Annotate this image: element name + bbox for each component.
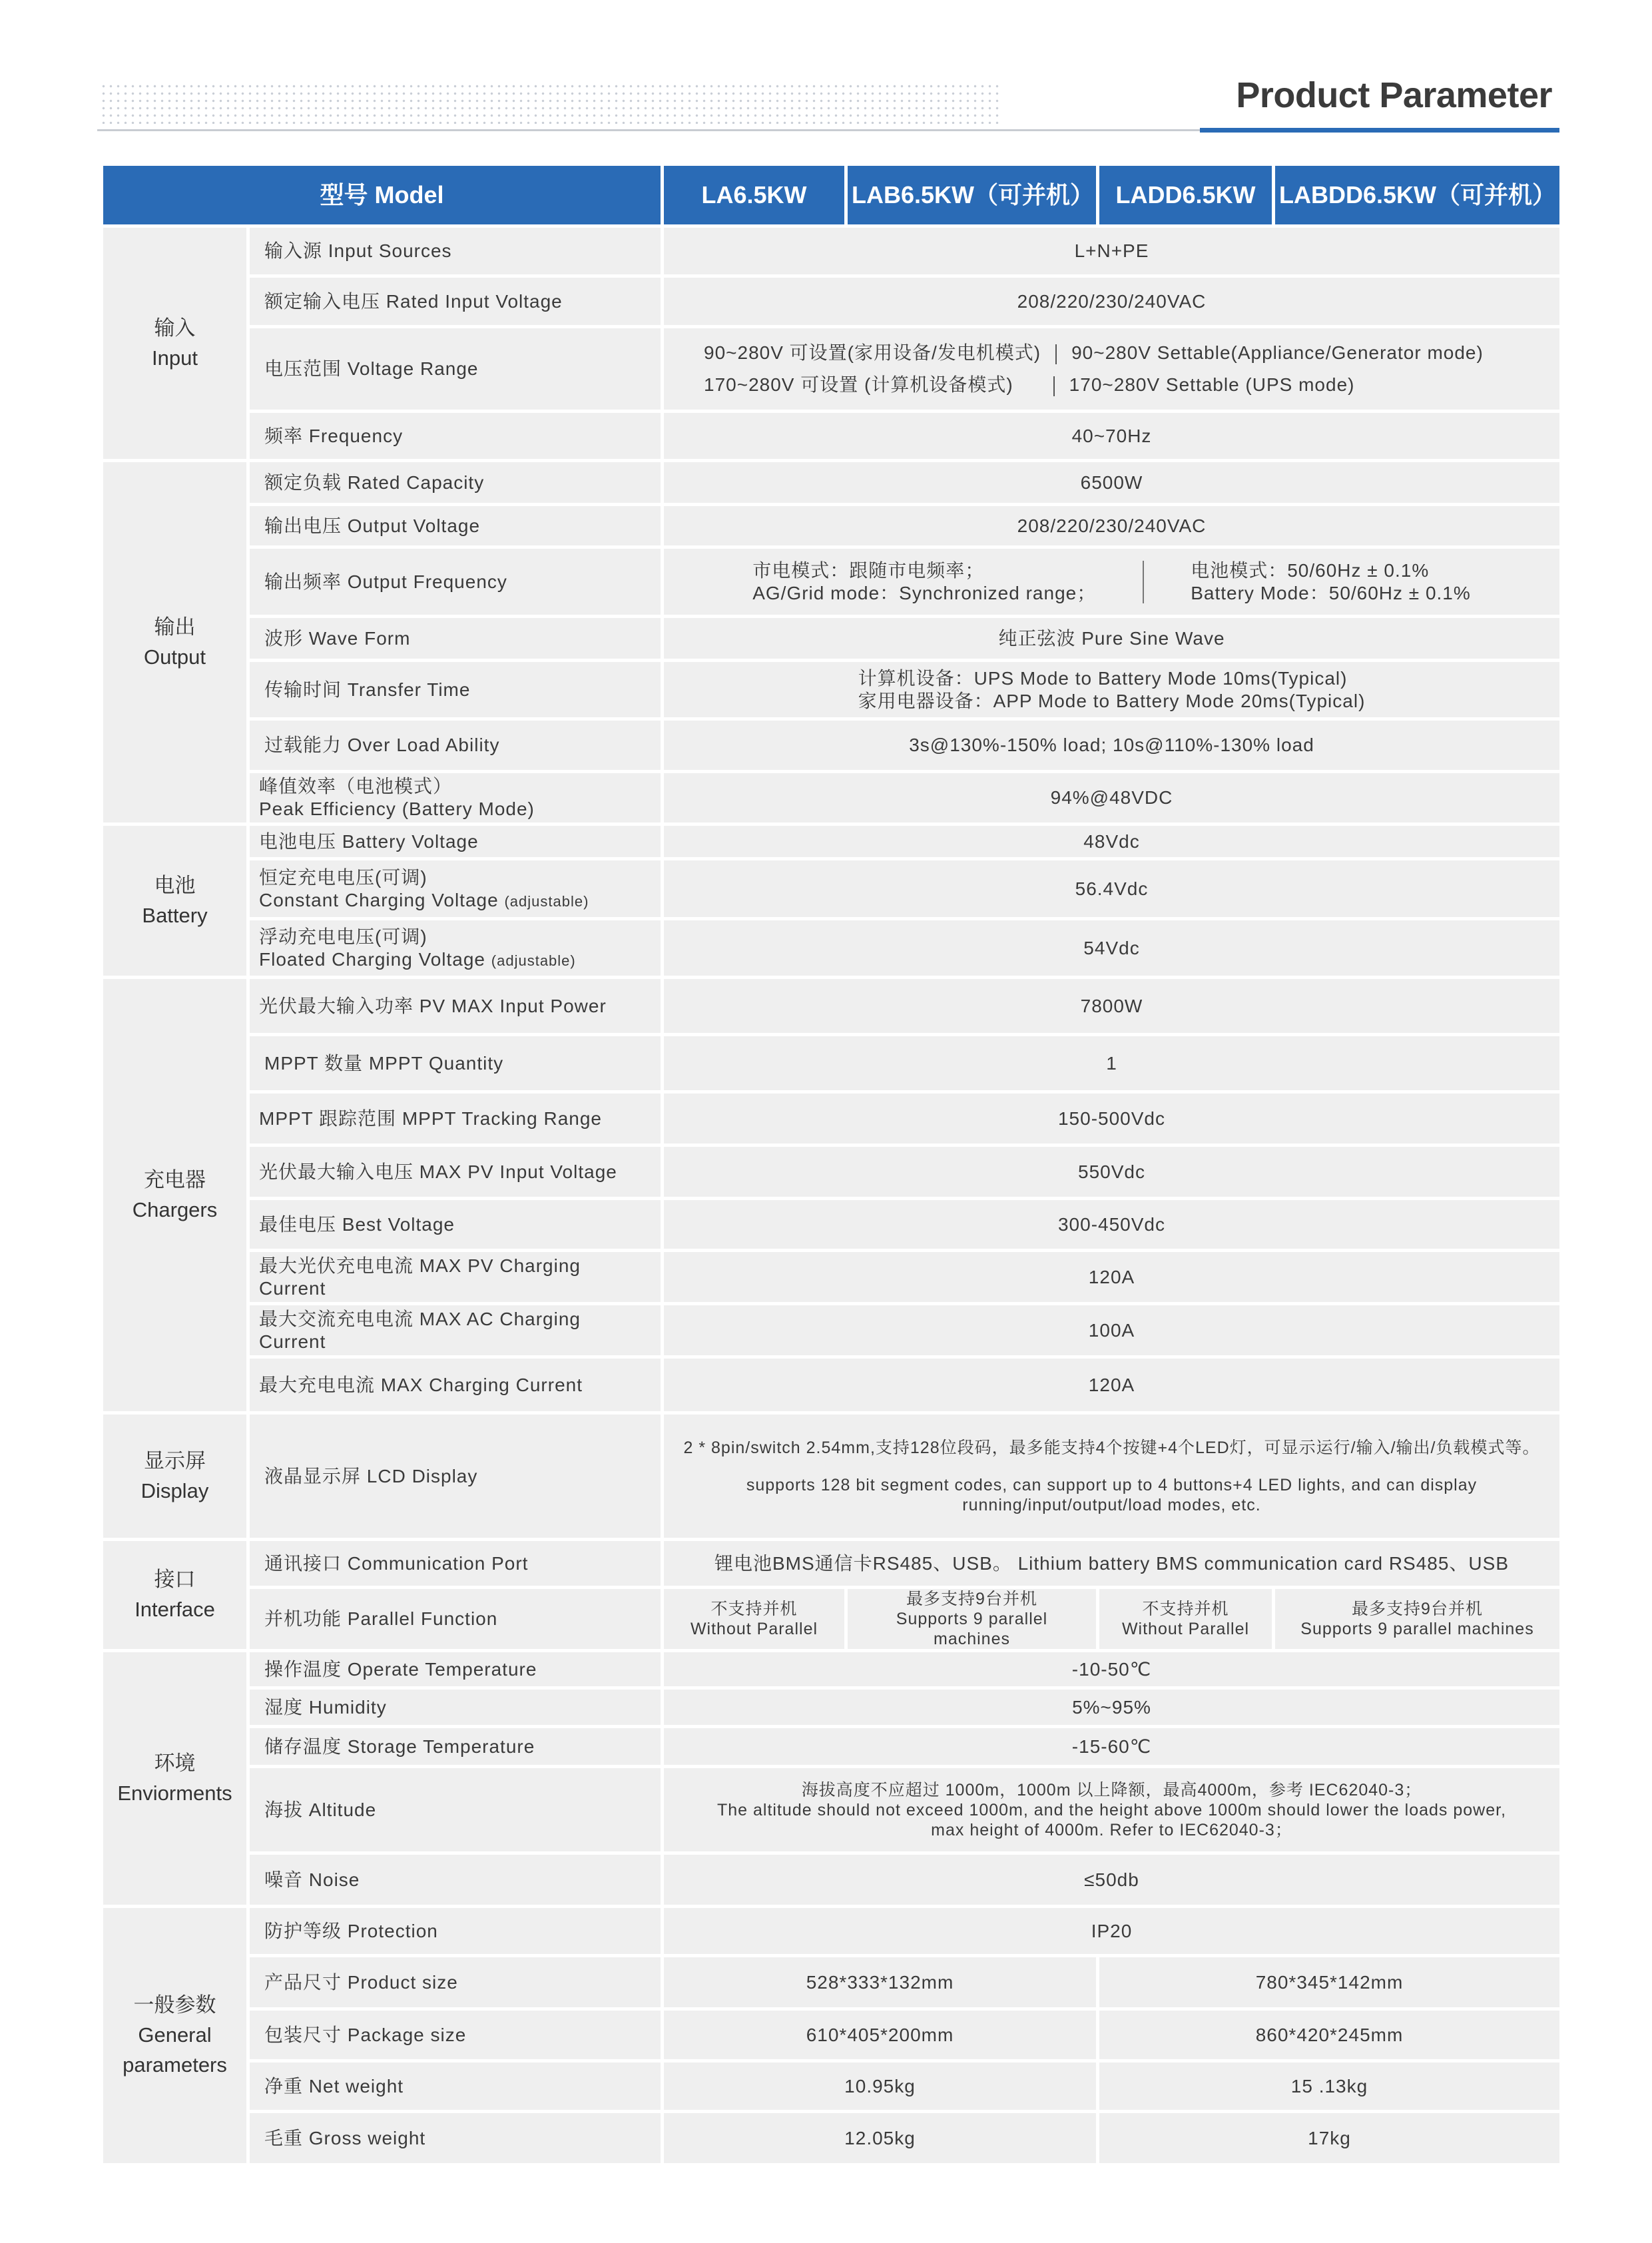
row-value: 2 * 8pin/switch 2.54mm,支持128位段码，最多能支持4个按键+4个LED灯，可显示运行/输入/输出/负载模式等。 supports 128 bit segment codes, can support up to 4 buttons+4 LED lights, and can display running/input/output/load modes, etc. [663, 1413, 1561, 1540]
page-title: Product Parameter [1236, 75, 1552, 115]
table-row [102, 461, 1561, 505]
header-labdd65kw: LABDD6.5KW（可并机） [1274, 164, 1561, 226]
row-label: 产品尺寸 Product size [248, 1956, 663, 2009]
header-accent-bar [1200, 128, 1559, 133]
row-value: IP20 [663, 1907, 1561, 1956]
table-row [102, 1853, 1561, 1907]
row-value-large-models: 780*345*142mm [1098, 1956, 1561, 2009]
row-value: 208/220/230/240VAC [663, 276, 1561, 327]
parallel-la: 不支持并机 Without Parallel [663, 1588, 846, 1651]
row-label: 光伏最大输入功率 PV MAX Input Power [248, 978, 663, 1035]
row-label: 液晶显示屏 LCD Display [248, 1413, 663, 1540]
table-row [102, 547, 1561, 617]
row-value: 550Vdc [663, 1145, 1561, 1199]
table-row [102, 327, 1561, 412]
row-label: 毛重 Gross weight [248, 2112, 663, 2165]
row-label: MPPT 跟踪范围 MPPT Tracking Range [248, 1092, 663, 1145]
spec-table [100, 162, 1563, 2166]
row-value: 54Vdc [663, 919, 1561, 978]
category-input: 输入 Input [102, 226, 248, 461]
row-label: 光伏最大输入电压 MAX PV Input Voltage [248, 1145, 663, 1199]
table-row [102, 276, 1561, 327]
row-label: 海拔 Altitude [248, 1767, 663, 1853]
row-value: 300-450Vdc [663, 1199, 1561, 1251]
table-row [102, 1304, 1561, 1357]
row-value: 94%@48VDC [663, 772, 1561, 824]
row-value: 150-500Vdc [663, 1092, 1561, 1145]
table-row [102, 226, 1561, 276]
row-label: 输入源 Input Sources [248, 226, 663, 276]
row-value: 1 [663, 1035, 1561, 1092]
table-row [102, 617, 1561, 661]
row-value: 90~280V 可设置(家用设备/发电机模式) 90~280V Settable(Appliance/Generator mode) 170~280V 可设置 (计算机设备模式) 170~280V Settable (UPS mode) [663, 327, 1561, 412]
table-row [102, 772, 1561, 824]
table-row [102, 1540, 1561, 1588]
row-value: 120A [663, 1251, 1561, 1304]
row-value: 纯正弦波 Pure Sine Wave [663, 617, 1561, 661]
table-row [102, 661, 1561, 719]
table-row [102, 1767, 1561, 1853]
row-label: 最佳电压 Best Voltage [248, 1199, 663, 1251]
table-row [102, 1199, 1561, 1251]
row-label: 湿度 Humidity [248, 1688, 663, 1727]
row-label: 频率 Frequency [248, 412, 663, 461]
table-row [102, 1251, 1561, 1304]
row-label: 电压范围 Voltage Range [248, 327, 663, 412]
row-label: 恒定充电电压(可调) Constant Charging Voltage (adjustable) [248, 859, 663, 919]
row-label: 包装尺寸 Package size [248, 2009, 663, 2061]
row-label: 浮动充电电压(可调) Floated Charging Voltage (adjustable) [248, 919, 663, 978]
row-value: 208/220/230/240VAC [663, 505, 1561, 547]
table-header-row [102, 164, 1561, 226]
row-value: ≤50db [663, 1853, 1561, 1907]
header-model: 型号 Model [102, 164, 663, 226]
row-label: 防护等级 Protection [248, 1907, 663, 1956]
row-label: 噪音 Noise [248, 1853, 663, 1907]
table-row [102, 1956, 1561, 2009]
row-value: 48Vdc [663, 824, 1561, 859]
row-label: 最大交流充电电流 MAX AC Charging Current [248, 1304, 663, 1357]
row-value: 海拔高度不应超过 1000m，1000m 以上降额，最高4000m，参考 IEC62040-3； The altitude should not exceed 1000m, and the height above 1000m should lower the loads power, max height of 4000m. Refer to IEC62040-3； [663, 1767, 1561, 1853]
row-value: L+N+PE [663, 226, 1561, 276]
row-label: MPPT 数量 MPPT Quantity [248, 1035, 663, 1092]
category-environment: 环境 Enviorments [102, 1651, 248, 1907]
table-row [102, 2112, 1561, 2165]
table-row [102, 2009, 1561, 2061]
table-row [102, 824, 1561, 859]
row-value: 6500W [663, 461, 1561, 505]
row-value-small-models: 12.05kg [663, 2112, 1098, 2165]
table-row [102, 412, 1561, 461]
category-chargers: 充电器 Chargers [102, 978, 248, 1413]
row-label: 最大光伏充电电流 MAX PV Charging Current [248, 1251, 663, 1304]
table-row [102, 1588, 1561, 1651]
table-row [102, 1145, 1561, 1199]
row-value: 锂电池BMS通信卡RS485、USB。 Lithium battery BMS communication card RS485、USB [663, 1540, 1561, 1588]
table-row [102, 1413, 1561, 1540]
row-value-small-models: 610*405*200mm [663, 2009, 1098, 2061]
row-value-small-models: 10.95kg [663, 2061, 1098, 2112]
table-row [102, 505, 1561, 547]
row-value-large-models: 17kg [1098, 2112, 1561, 2165]
row-label: 额定负载 Rated Capacity [248, 461, 663, 505]
row-label: 最大充电电流 MAX Charging Current [248, 1357, 663, 1413]
header-ladd65kw: LADD6.5KW [1098, 164, 1274, 226]
table-row [102, 719, 1561, 772]
row-label: 电池电压 Battery Voltage [248, 824, 663, 859]
table-row [102, 859, 1561, 919]
table-row [102, 1907, 1561, 1956]
row-value: 100A [663, 1304, 1561, 1357]
row-value: 56.4Vdc [663, 859, 1561, 919]
row-label: 净重 Net weight [248, 2061, 663, 2112]
row-value: 市电模式：跟随市电频率； AG/Grid mode：Synchronized range； 电池模式：50/60Hz ± 0.1% Battery Mode：50/60Hz ± 0.1% [663, 547, 1561, 617]
parallel-labdd: 最多支持9台并机 Supports 9 parallel machines [1274, 1588, 1561, 1651]
table-row [102, 978, 1561, 1035]
category-general: 一般参数 General parameters [102, 1907, 248, 2165]
row-value: -10-50℃ [663, 1651, 1561, 1688]
table-row [102, 1357, 1561, 1413]
row-label: 峰值效率（电池模式） Peak Efficiency (Battery Mode) [248, 772, 663, 824]
decorative-dot-pattern [100, 83, 1003, 124]
row-value-small-models: 528*333*132mm [663, 1956, 1098, 2009]
row-label: 并机功能 Parallel Function [248, 1588, 663, 1651]
row-value-large-models: 860*420*245mm [1098, 2009, 1561, 2061]
row-label: 储存温度 Storage Temperature [248, 1727, 663, 1767]
row-label: 波形 Wave Form [248, 617, 663, 661]
row-value: -15-60℃ [663, 1727, 1561, 1767]
row-value: 5%~95% [663, 1688, 1561, 1727]
row-value: 计算机设备：UPS Mode to Battery Mode 10ms(Typical) 家用电器设备：APP Mode to Battery Mode 20ms(Typical) [663, 661, 1561, 719]
table-row [102, 1651, 1561, 1688]
category-display: 显示屏 Display [102, 1413, 248, 1540]
parallel-lab: 最多支持9台并机 Supports 9 parallel machines [846, 1588, 1098, 1651]
row-value-large-models: 15 .13kg [1098, 2061, 1561, 2112]
row-label: 过载能力 Over Load Ability [248, 719, 663, 772]
row-value: 7800W [663, 978, 1561, 1035]
parallel-ladd: 不支持并机 Without Parallel [1098, 1588, 1274, 1651]
row-label: 操作温度 Operate Temperature [248, 1651, 663, 1688]
row-label: 额定输入电压 Rated Input Voltage [248, 276, 663, 327]
row-label: 通讯接口 Communication Port [248, 1540, 663, 1588]
table-row [102, 1092, 1561, 1145]
table-row [102, 919, 1561, 978]
category-interface: 接口 Interface [102, 1540, 248, 1651]
table-row [102, 1727, 1561, 1767]
header-lab65kw: LAB6.5KW（可并机） [846, 164, 1098, 226]
category-battery: 电池 Battery [102, 824, 248, 978]
row-value: 120A [663, 1357, 1561, 1413]
table-row [102, 2061, 1561, 2112]
table-row [102, 1035, 1561, 1092]
category-output: 输出 Output [102, 461, 248, 824]
header-la65kw: LA6.5KW [663, 164, 846, 226]
row-label: 输出频率 Output Frequency [248, 547, 663, 617]
row-label: 传输时间 Transfer Time [248, 661, 663, 719]
table-row [102, 1688, 1561, 1727]
row-value: 40~70Hz [663, 412, 1561, 461]
row-label: 输出电压 Output Voltage [248, 505, 663, 547]
row-value: 3s@130%-150% load; 10s@110%-130% load [663, 719, 1561, 772]
